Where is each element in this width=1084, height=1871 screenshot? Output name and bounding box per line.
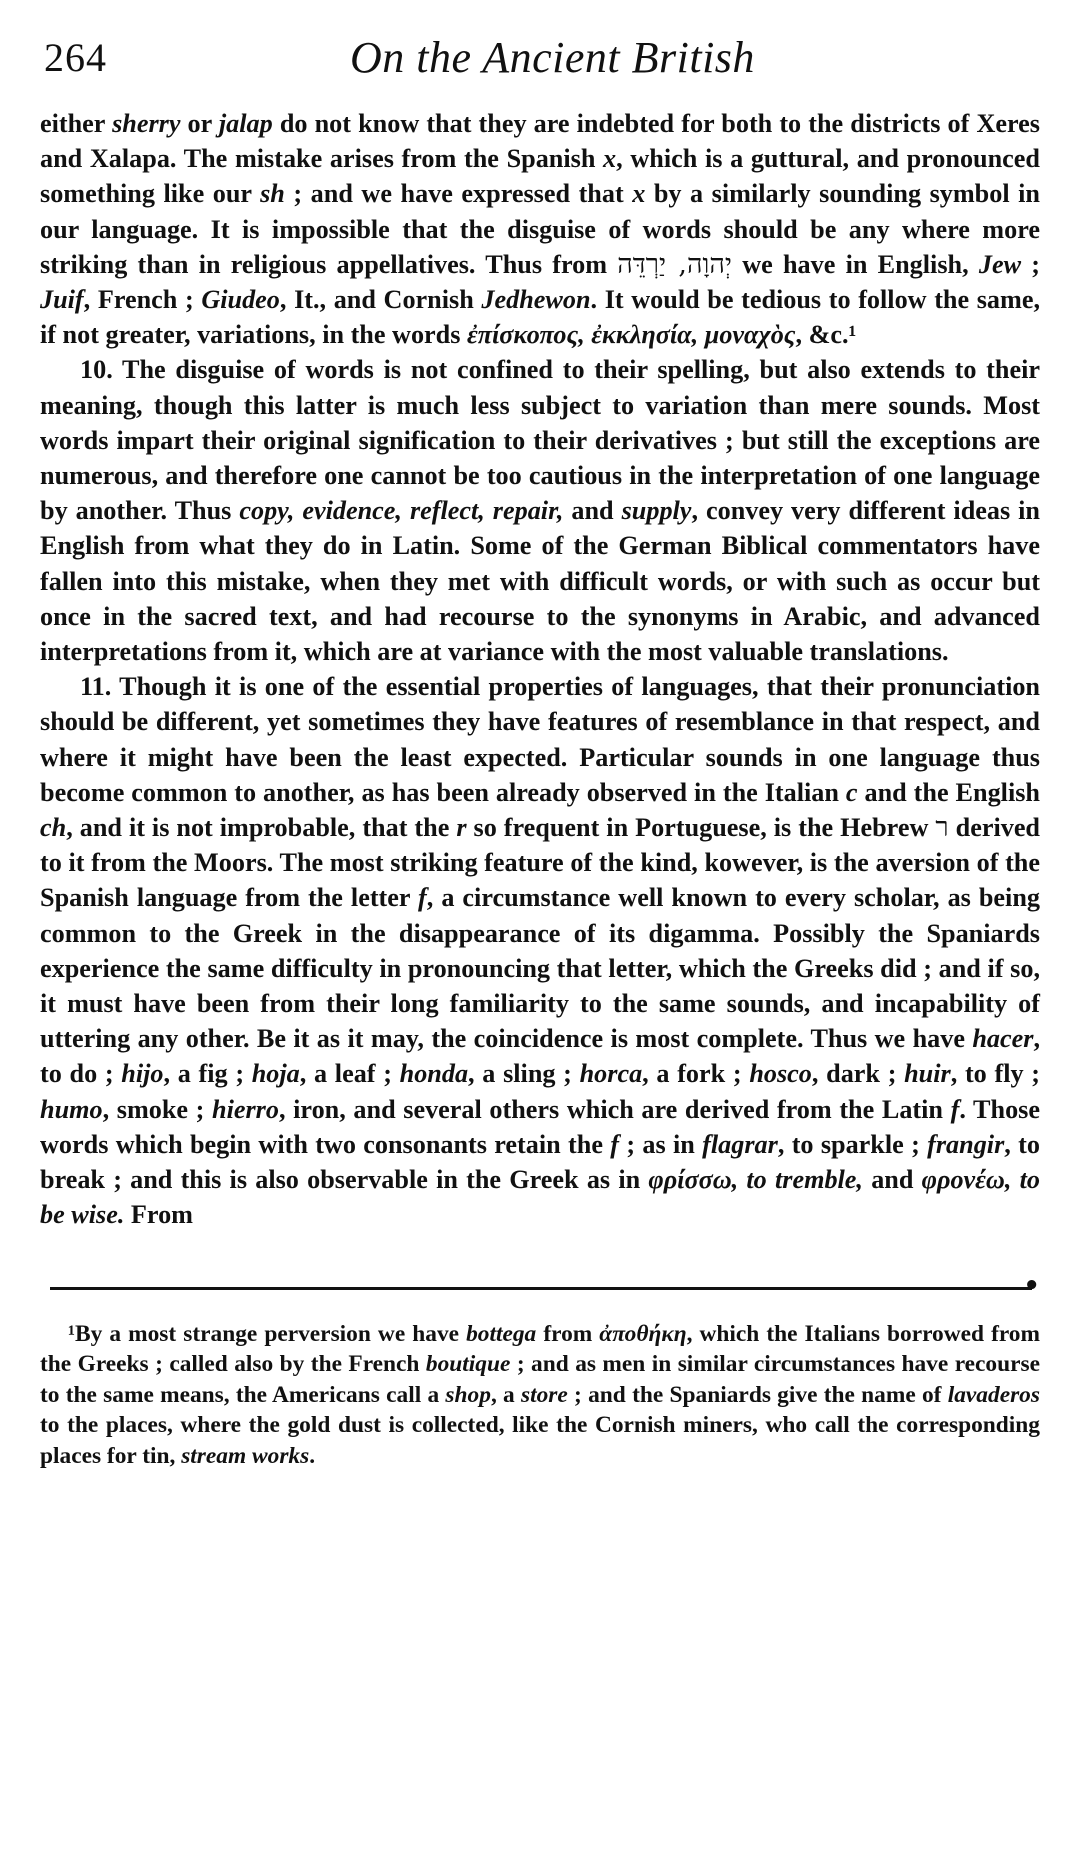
body-text	[40, 106, 1040, 1233]
hebrew-word: יְהוָה, יַרְדֵּה	[617, 248, 732, 280]
hebrew-letter: ר	[935, 812, 949, 844]
greek-tremble: φρίσσω, to tremble,	[648, 1165, 863, 1195]
paragraph-continued: either sherry or jalap do not know that they are indebted for both to the districts of Xeres and Xalapa. The mistake arises from the Spanish x, which is a guttural, and pronounced something like our sh ; and we have expressed that x by a similarly sounding symbol in our language. It is impossible that the disguise of words should be any where more striking than in religious appellatives. Thus from יְהוָה, יַרְדֵּה we have in English, Jew ; Juif, French ; Giudeo, It., and Cornish Jedhewon. It would be tedious to follow the same, if not greater, variations, in the words ἐπίσκοπος, ἐκκλησία, μοναχὸς, &c.¹	[40, 109, 1041, 350]
greek-words: ἐπίσκοπος, ἐκκλησία, μοναχὸς	[466, 320, 796, 350]
footnote: ¹By a most strange perversion we have bottega from ἀποθήκη, which the Italians borrowed from the Greeks ; called also by the French boutique ; and as men in similar circumstances have recourse to the same means, the Americans call a shop, a store ; and the Spaniards give the name of lavaderos to the places, where the gold dust is collected, like the Cornish miners, who call the corresponding places for tin, stream works.	[40, 1320, 1040, 1469]
footnote-rule	[40, 1263, 1040, 1303]
page-number: 264	[44, 35, 107, 80]
paragraph-10: 10. The disguise of words is not confined to their spelling, but also extends to their meaning, though this latter is much less subject to variation than mere sounds. Most words impart their original signification to their derivatives ; but still the exceptions are numerous, and therefore one cannot be too cautious in the interpretation of one language by another. Thus copy, evidence, reflect, repair, and supply, convey very different ideas in English from what they do in Latin. Some of the German Biblical commentators have fallen into this mistake, when they met with difficult words, or with such as occur but once in the sacred text, and had recourse to the synonyms in Arabic, and advanced interpretations from it, which are at variance with the most valuable translations.	[40, 355, 1040, 667]
divider-line	[50, 1287, 1032, 1290]
paragraph-11: 11. Though it is one of the essential properties of languages, that their pronunciation should be different, yet sometimes they have features of resemblance in that respect, and where it might have been the least expected. Particular sounds in one language thus become common to another, as has been already observed in the Italian c and the English ch, and it is not improbable, that the r so frequent in Portuguese, is the Hebrew ר derived to it from the Moors. The most striking feature of the kind, kowever, is the aversion of the Spanish language from the letter f, a circumstance well known to every scholar, as being common to the Greek in the disappearance of its digamma. Possibly the Spaniards experience the same difficulty in pronouncing that letter, which the Greeks did ; and if so, it must have been from their long familiarity to the same sounds, and incapability of uttering any other. Be it as it may, the coincidence is most complete. Thus we have hacer, to do ; hijo, a fig ; hoja, a leaf ; honda, a sling ; horca, a fork ; hosco, dark ; huir, to fly ; humo, smoke ; hierro, iron, and several others which are derived from the Latin f. Those words which begin with two consonants retain the f ; as in flagrar, to sparkle ; frangir, to break ; and this is also observable in the Greek as in φρίσσω, to tremble, and φρονέω, to be wise. From	[40, 672, 1041, 1230]
running-title: On the Ancient British	[350, 33, 755, 82]
page-header	[40, 28, 1040, 92]
greek-wise: φρονέω, to be wise.	[40, 1165, 1040, 1230]
footnote-marker: ¹	[68, 1320, 76, 1347]
rule-end-mark: •	[1023, 1270, 1040, 1301]
book-page	[40, 28, 1040, 1848]
